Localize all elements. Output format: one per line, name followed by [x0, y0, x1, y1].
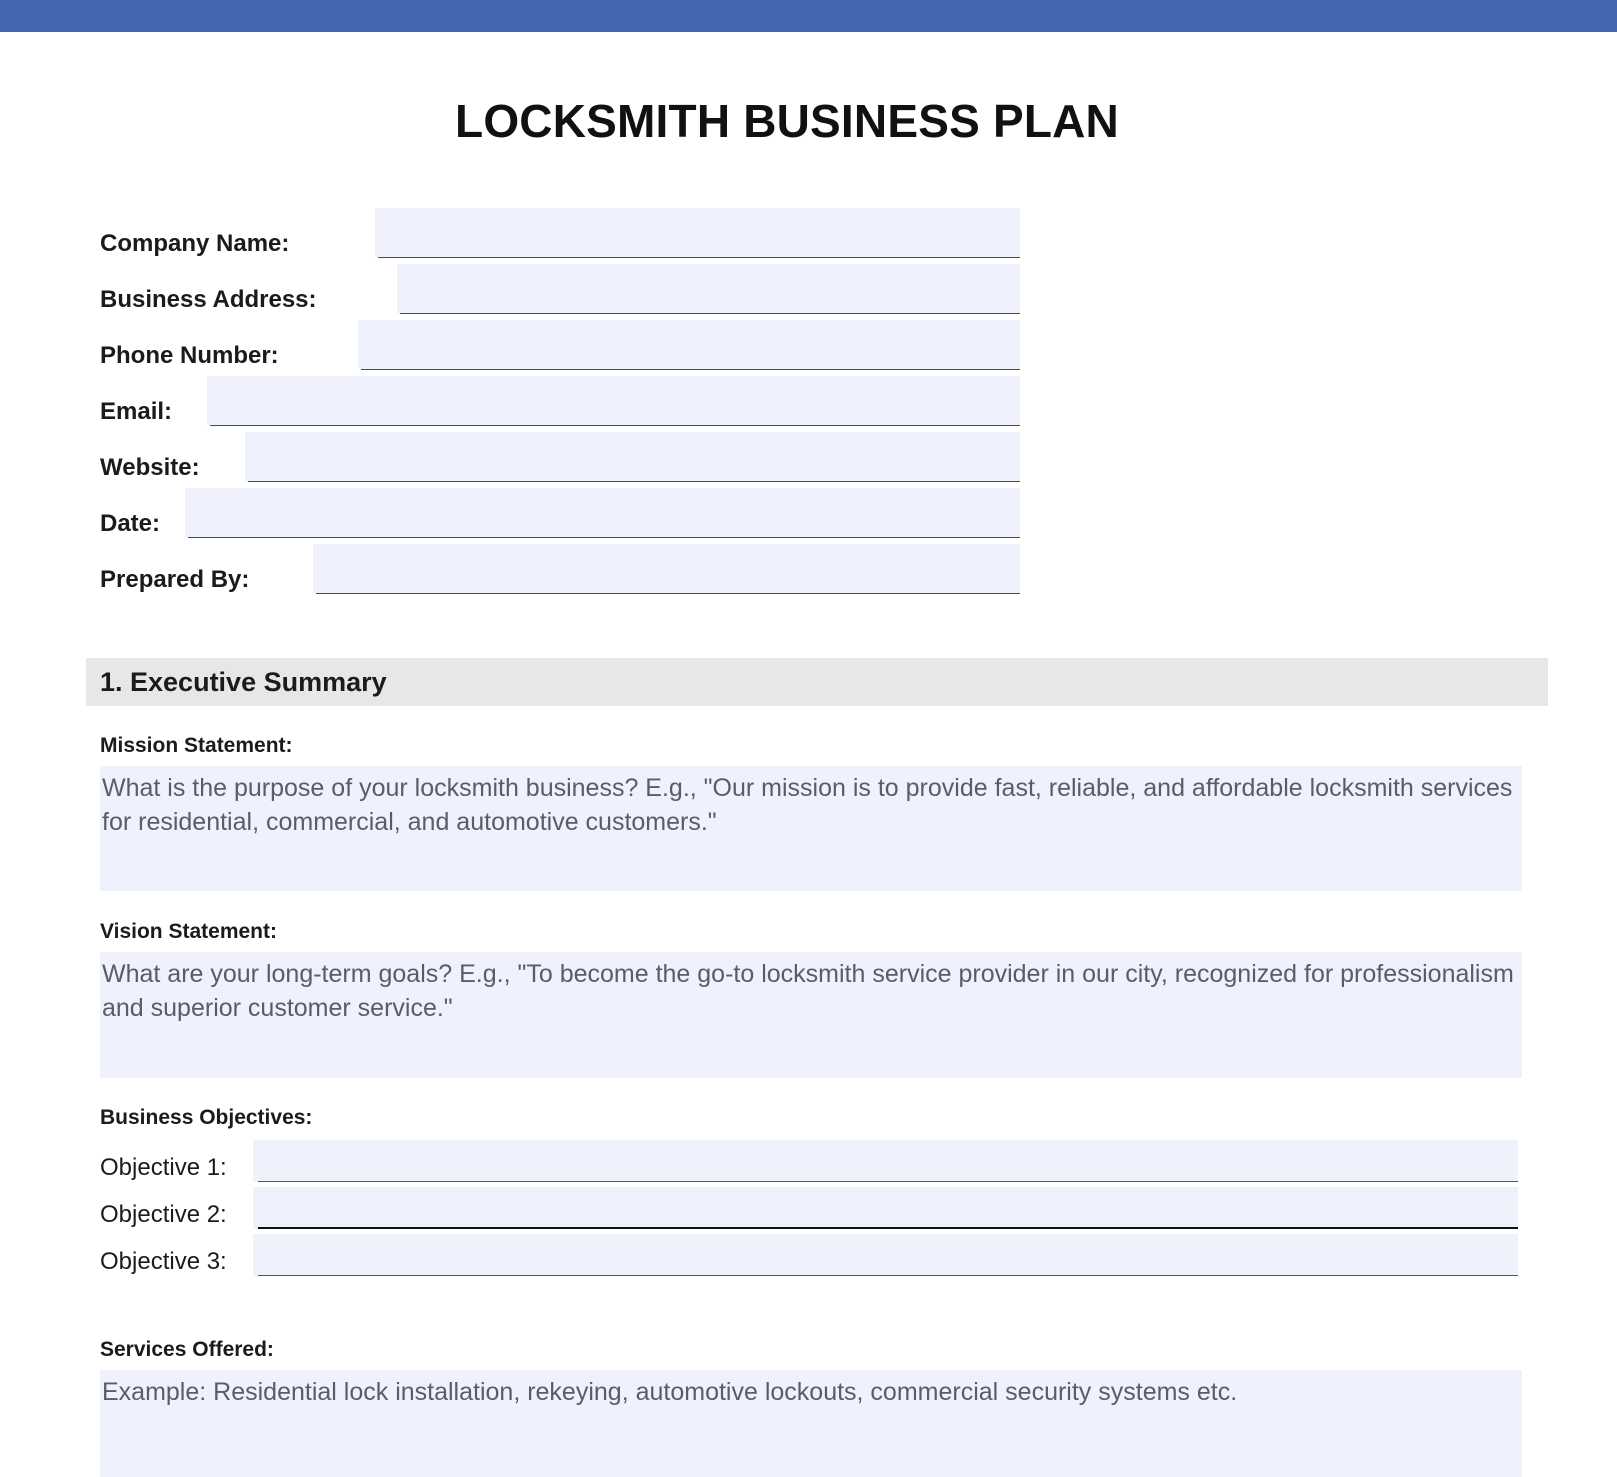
objective-2-input[interactable]	[253, 1187, 1518, 1229]
business-address-underline	[400, 313, 1020, 314]
section-header-executive-summary	[86, 658, 1548, 706]
date-underline	[188, 537, 1020, 538]
header-form	[100, 208, 1020, 600]
website-underline	[248, 481, 1020, 482]
objective-3-label: Objective 3:	[100, 1248, 227, 1275]
website-label: Website:	[100, 454, 200, 481]
objective-3-underline	[258, 1275, 1518, 1276]
page-title: LOCKSMITH BUSINESS PLAN	[455, 95, 1119, 147]
form-row-prepared-by	[100, 544, 1020, 600]
email-input[interactable]	[207, 376, 1020, 425]
form-row-website	[100, 432, 1020, 488]
form-row-date	[100, 488, 1020, 544]
form-row-email	[100, 376, 1020, 432]
section-title: 1. Executive Summary	[100, 666, 387, 697]
phone-number-input[interactable]	[358, 320, 1020, 369]
objective-2-underline	[258, 1227, 1518, 1229]
business-address-input[interactable]	[397, 264, 1020, 313]
phone-number-label: Phone Number:	[100, 342, 279, 369]
company-name-input[interactable]	[375, 208, 1020, 257]
services-offered-input[interactable]: Example: Residential lock installation, rekeying, automotive lockouts, commercial security systems etc.	[100, 1370, 1522, 1477]
objective-2-label: Objective 2:	[100, 1201, 227, 1228]
business-objectives-label: Business Objectives:	[100, 1106, 313, 1129]
vision-statement-input[interactable]: What are your long-term goals? E.g., "To become the go-to locksmith service provider in our city, recognized for professionalism and superior customer service."	[100, 952, 1522, 1078]
mission-statement-label: Mission Statement:	[100, 734, 293, 757]
form-row-business-address	[100, 264, 1020, 320]
objective-3-input[interactable]	[253, 1234, 1518, 1276]
objective-row-3	[100, 1234, 1522, 1281]
services-offered-label: Services Offered:	[100, 1338, 274, 1361]
company-name-underline	[378, 257, 1020, 258]
mission-statement-input[interactable]: What is the purpose of your locksmith business? E.g., "Our mission is to provide fast, reliable, and affordable locksmith services for residential, commercial, and automotive customers."	[100, 766, 1522, 891]
prepared-by-underline	[316, 593, 1020, 594]
date-label: Date:	[100, 510, 161, 537]
objective-row-2	[100, 1187, 1522, 1234]
website-input[interactable]	[245, 432, 1020, 481]
prepared-by-input[interactable]	[313, 544, 1020, 593]
email-label: Email:	[100, 398, 173, 425]
objective-row-1	[100, 1140, 1522, 1187]
form-row-phone-number	[100, 320, 1020, 376]
company-name-label: Company Name:	[100, 230, 290, 257]
phone-number-underline	[361, 369, 1020, 370]
vision-statement-label: Vision Statement:	[100, 920, 277, 943]
form-row-company-name	[100, 208, 1020, 264]
prepared-by-label: Prepared By:	[100, 566, 250, 593]
email-underline	[210, 425, 1020, 426]
date-input[interactable]	[185, 488, 1020, 537]
objective-1-label: Objective 1:	[100, 1154, 227, 1181]
objective-1-underline	[258, 1181, 1518, 1182]
top-accent-bar	[0, 0, 1617, 32]
objective-1-input[interactable]	[253, 1140, 1518, 1182]
business-address-label: Business Address:	[100, 286, 317, 313]
